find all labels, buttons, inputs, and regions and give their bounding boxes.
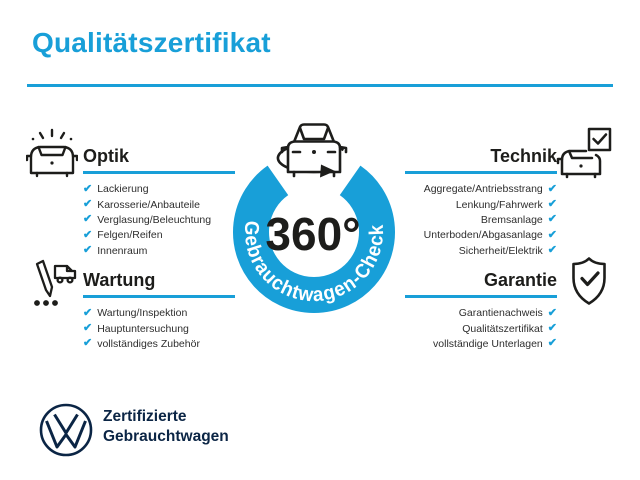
checklist-item-label: Sicherheit/Elektrik (458, 244, 543, 257)
checklist-item (405, 212, 557, 227)
checklist-wartung (83, 306, 235, 352)
rotating-car-icon (278, 125, 346, 178)
checklist-item-label: Wartung/Inspektion (97, 307, 188, 320)
section-title-optik: Optik (83, 146, 130, 166)
checklist-item (83, 321, 235, 336)
title-divider (27, 84, 613, 87)
checklist-item (83, 197, 235, 212)
car-checklist-icon (556, 126, 614, 180)
check-icon: ✔ (83, 306, 93, 319)
section-title-wartung: Wartung (83, 270, 156, 290)
degree-label: 360° (265, 208, 361, 260)
checklist-item-label: Garantienachweis (458, 307, 543, 320)
360-check-emblem (224, 100, 404, 320)
check-icon: ✔ (547, 244, 557, 257)
checklist-item-label: vollständige Unterlagen (433, 337, 543, 350)
checklist-item (405, 182, 557, 197)
checklist-item (83, 182, 235, 197)
checklist-item (405, 336, 557, 351)
checklist-item (405, 306, 557, 321)
check-icon: ✔ (83, 322, 93, 335)
checklist-item-label: Felgen/Reifen (97, 229, 163, 242)
check-icon: ✔ (83, 244, 93, 257)
checklist-item-label: Innenraum (97, 244, 148, 257)
page-title: Qualitätszertifikat (32, 27, 271, 58)
footer-brand-line1: Zertifizierte (103, 408, 187, 425)
checklist-item-label: Bremsanlage (480, 213, 543, 226)
section-divider (405, 295, 557, 298)
check-icon: ✔ (83, 182, 93, 195)
ring-label: Gebrauchtwagen-Check (239, 220, 389, 307)
checklist-item-label: vollständiges Zubehör (97, 337, 200, 350)
section-divider (83, 295, 235, 298)
checklist-item (405, 197, 557, 212)
checklist-item-label: Unterboden/Abgasanlage (423, 229, 543, 242)
check-icon: ✔ (83, 198, 93, 211)
shiny-car-icon (26, 126, 78, 178)
check-icon: ✔ (547, 213, 557, 226)
checklist-item (405, 228, 557, 243)
checklist-item (83, 212, 235, 227)
shield-check-icon (571, 256, 607, 308)
checklist-item-label: Qualitätszertifikat (462, 322, 543, 335)
footer-brand-text (103, 407, 229, 447)
section-wartung (83, 270, 235, 352)
check-icon: ✔ (83, 337, 93, 350)
vw-logo-icon (38, 402, 94, 458)
checklist-item (405, 321, 557, 336)
footer-brand-line2: Gebrauchtwagen (103, 428, 229, 445)
section-technik (405, 146, 557, 258)
checklist-garantie (405, 306, 557, 352)
checklist-item-label: Aggregate/Antriebsstrang (423, 183, 543, 196)
check-icon: ✔ (547, 182, 557, 195)
check-icon: ✔ (547, 322, 557, 335)
checklist-item-label: Lenkung/Fahrwerk (455, 198, 543, 211)
check-icon: ✔ (547, 228, 557, 241)
checklist-item-label: Lackierung (97, 183, 149, 196)
check-icon: ✔ (547, 306, 557, 319)
service-record-icon (26, 257, 78, 309)
section-optik (83, 146, 235, 258)
checklist-item-label: Verglasung/Beleuchtung (97, 213, 212, 226)
section-title-garantie: Garantie (483, 270, 557, 290)
checklist-item (83, 336, 235, 351)
checklist-item (83, 243, 235, 258)
checklist-item (83, 306, 235, 321)
section-divider (83, 171, 235, 174)
checklist-item-label: Hauptuntersuchung (97, 322, 189, 335)
checklist-item (83, 228, 235, 243)
section-title-technik: Technik (490, 146, 557, 166)
check-icon: ✔ (83, 213, 93, 226)
checklist-technik (405, 182, 557, 259)
checklist-item (405, 243, 557, 258)
check-icon: ✔ (83, 228, 93, 241)
section-divider (405, 171, 557, 174)
check-icon: ✔ (547, 198, 557, 211)
checklist-item-label: Karosserie/Anbauteile (97, 198, 200, 211)
check-icon: ✔ (547, 337, 557, 350)
checklist-optik (83, 182, 235, 259)
section-garantie (405, 270, 557, 352)
